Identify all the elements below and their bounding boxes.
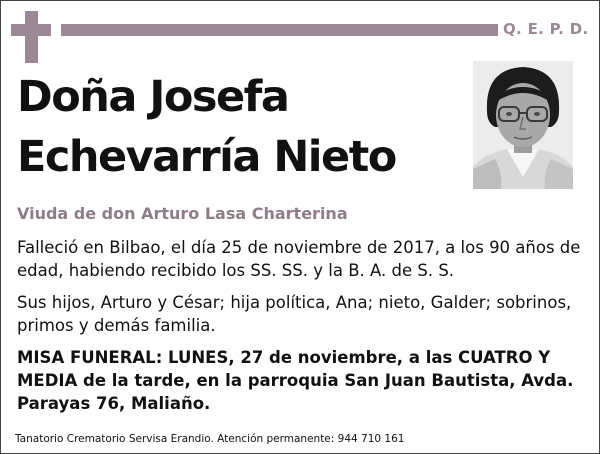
death-announcement-text: Falleció en Bilbao, el día 25 de noviembre de 2017, a los 90 años de edad, habiendo recibido los SS. SS. y la B. A. de S. S.: [17, 238, 581, 280]
qepd-label: Q. E. P. D.: [503, 20, 589, 38]
deceased-name-line2: Echevarría Nieto: [17, 132, 396, 182]
deceased-photo: [473, 61, 573, 189]
header-divider-bar: [61, 24, 498, 36]
family-mourners-text: Sus hijos, Arturo y César; hija política, Ana; nieto, Galder; sobrinos, primos y demás familia.: [17, 293, 572, 335]
funeral-mass-text: MISA FUNERAL: LUNES, 27 de noviembre, a las CUATRO Y MEDIA de la tarde, en la parroquia San Juan Bautista, Avda. Parayas 76, Maliaño.: [17, 348, 574, 413]
widow-of-subtitle: Viuda de don Arturo Lasa Charterina: [17, 204, 348, 223]
funeral-home-footer: Tanatorio Crematorio Servisa Erandio. Atención permanente: 944 710 161: [15, 433, 405, 445]
deceased-name-line1: Doña Josefa: [17, 72, 289, 122]
